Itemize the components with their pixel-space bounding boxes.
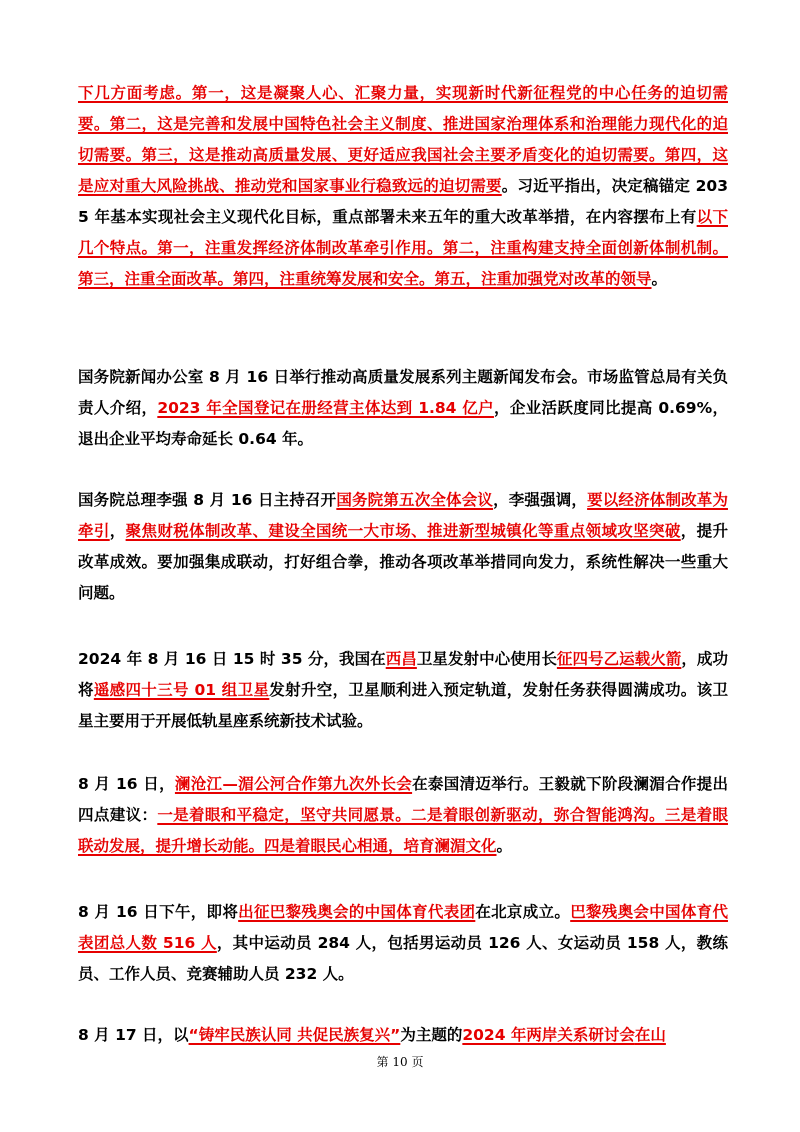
highlighted-text-span: 聚焦财税体制改革、建设全国统一大市场、推进新型城镇化等重点领域攻坚突破 [125,522,681,540]
highlighted-text-span: 遥感四十三号 01 组卫星 [93,681,270,699]
text-span: 在北京成立。 [475,903,571,921]
text-span: 8 月 17 日，以 [78,1026,189,1044]
text-span: 8 月 16 日， [78,775,175,793]
page-number-footer: 第 10 页 [376,1055,424,1069]
highlighted-text-span: 一是着眼和平稳定，坚守共同愿景。二是着眼创新驱动，弥合智能鸿沟。三是着眼联动发展，提升增长动能。四是着眼民心相通，培育澜湄文化 [78,806,728,855]
highlighted-text-span: “铸牢民族认同 共促民族复兴” [188,1026,401,1044]
highlighted-text-span: 2023 年全国登记在册经营主体达到 1.84 亿户 [157,399,494,417]
text-span: 2024 年 8 月 16 日 15 时 35 分，我国在 [78,650,386,668]
highlighted-text-span: 出征巴黎残奥会的中国体育代表团 [238,903,476,921]
text-span: 。 [496,837,513,855]
text-span: 8 月 16 日下午，即将 [78,903,239,921]
highlighted-text-span: 要以经济体制改革为牵引 [78,491,728,540]
text-span: 卫星发射中心使用长 [416,650,557,668]
paragraph-paralympics-team [78,897,728,990]
text-span: ，企业活跃度同比提高 0.69%，退出企业平均寿命延长 0.64 年。 [78,399,728,448]
paragraph-cross-strait-seminar [78,1020,728,1051]
highlighted-text-span: 2024 年两岸关系研讨会 [462,1026,635,1044]
text-span: 国务院新闻办公室 8 月 16 日举行推动高质量发展系列主题新闻发布会。市场监管总局有关负责人介绍， [78,368,728,417]
text-span: ， [109,522,126,540]
text-span: ，其中运动员 284 人，包括男运动员 126 人、女运动员 158 人，教练员、工作人员、竞赛辅助人员 232 人。 [78,934,728,983]
text-span: 国务院总理李强 8 月 16 日主持召开 [78,491,337,509]
paragraph-state-council [78,485,728,609]
paragraph-lancang-mekong [78,769,728,862]
text-span: ，成功将 [78,650,728,699]
paragraph-market-entities [78,362,728,455]
text-span: 在泰国清迈举行。王毅就下阶段澜湄合作提出四点建议： [78,775,728,824]
highlighted-text-span: 下几方面考虑。第一，这是凝聚人心、汇聚力量，实现新时代新征程党的中心任务的迫切需要。第二，这是完善和发展中国特色社会主义制度、推进国家治理体系和治理能力现代化的迫切需要。第三，这是推动高质量发展、更好适应我国社会主要矛盾变化的迫切需要。第四，这是应对重大风险挑战、推动党和国家事业行稳致远的迫切需要 [78,84,728,195]
paragraph-satellite-launch [78,644,728,737]
text-span: 为主题的 [400,1026,463,1044]
text-span: ，李强强调， [493,491,588,509]
highlighted-text-span: 在山 [634,1026,666,1044]
highlighted-text-span: 西昌 [385,650,417,668]
highlighted-text-span: 国务院第五次全体会议 [336,491,494,509]
text-span: 。 [651,270,668,288]
text-span: 发射升空，卫星顺利进入预定轨道，发射任务获得圆满成功。该卫星主要用于开展低轨星座系统新技术试验。 [78,681,728,730]
highlighted-text-span: 巴黎残奥会中国体育代表团总人数 516 人 [78,903,728,952]
highlighted-text-span: 澜沧江—湄公河合作第九次外长会 [174,775,413,793]
highlighted-text-span: 以下几个特点。第一，注重发挥经济体制改革牵引作用。第二，注重构建支持全面创新体制机制。第三，注重全面改革。第四，注重统筹发展和安全。第五，注重加强党对改革的领导 [78,208,728,288]
text-span: 。习近平指出，决定稿锚定 2035 年基本实现社会主义现代化目标，重点部署未来五年的重大改革举措，在内容摆布上有 [78,177,728,226]
text-span: ，提升改革成效。要加强集成联动，打好组合拳，推动各项改革举措同向发力，系统性解决一些重大问题。 [78,522,728,602]
highlighted-text-span: 征四号乙运载火箭 [556,650,682,668]
paragraph-reform-considerations [78,78,728,295]
